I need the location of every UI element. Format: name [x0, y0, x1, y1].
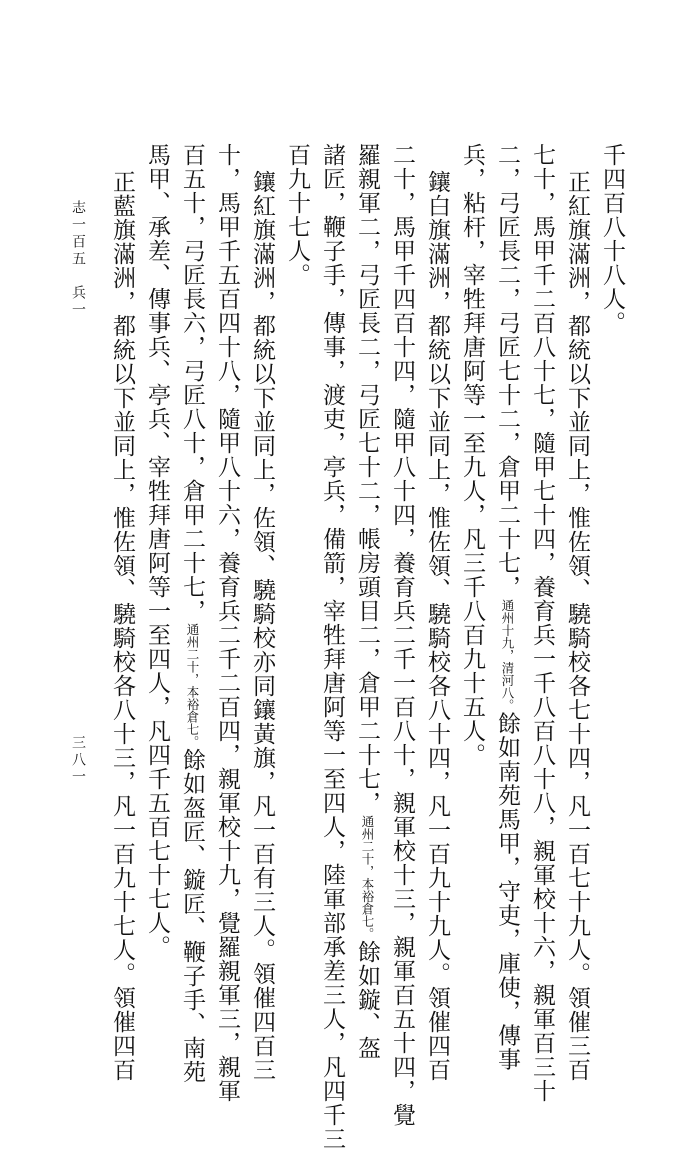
text-column: 諸匠，鞭子手，傳事，渡吏，亭兵，備箭，宰牲拜唐阿等一至四人，陸軍部承差三人，凡四千三 — [319, 143, 345, 1151]
text-column: 二，弓匠長二，弓匠七十二，倉甲二十七，通州十九，清河八。餘如南苑馬甲，守吏，庫使，傳事 — [494, 143, 520, 1072]
text-column: 二十，馬甲千四百十四，隨甲八十四，養育兵二千一百八十，親軍校十三，親軍百五十四，覺 — [389, 143, 415, 1127]
text-column: 七十，馬甲千二百八十七，隨甲七十四，養育兵一千八百八十八，親軍校十六，親軍百三十 — [529, 143, 555, 1103]
text-column: 羅親軍二，弓匠長二，弓匠七十二，帳房頭目二，倉甲二十七，通州二十，本裕倉七。餘如鏇、盔 — [354, 143, 380, 1060]
text-column: 鑲紅旗滿洲，都統以下並同上，佐領、驍騎校亦同鑲黃旗，凡一百有三人。領催四百三 — [249, 170, 275, 1082]
text-column: 兵，粘杆，宰牲拜唐阿等一至九人，凡三千八百九十五人。 — [459, 143, 485, 767]
text-column: 正藍旗滿洲，都統以下並同上，惟佐領、驍騎校各八十三，凡一百九十七人。領催四百 — [109, 170, 135, 1082]
text-column: 正紅旗滿洲，都統以下並同上，惟佐領、驍騎校各七十四，凡一百七十九人。領催三百 — [564, 170, 590, 1082]
text-column: 馬甲、承差、傳事兵、亭兵、宰牲拜唐阿等一至四人，凡四千五百七十七人。 — [144, 143, 170, 959]
interlinear-note: 通州二十，本裕倉七。 — [185, 623, 200, 748]
text-column: 鑲白旗滿洲，都統以下並同上，惟佐領、驍騎校各八十四，凡一百九十九人。領催四百 — [424, 170, 450, 1082]
text-column: 百五十，弓匠長六，弓匠八十，倉甲二十七，通州二十，本裕倉七。餘如盔匠、鏇匠、鞭子手、南苑 — [179, 143, 205, 1084]
interlinear-note: 通州二十，本裕倉七。 — [360, 815, 375, 940]
text-column: 十，馬甲千五百四十八，隨甲八十六，養育兵二千二百四，親軍校十九，覺羅親軍三，親軍 — [214, 143, 240, 1103]
interlinear-note: 通州十九，清河八。 — [500, 599, 515, 712]
page-number: 三八一 — [70, 735, 86, 786]
running-header: 志一百五 兵一 — [70, 200, 86, 319]
text-column: 千四百八十八人。 — [599, 143, 625, 335]
text-column: 百九十七人。 — [284, 143, 310, 287]
